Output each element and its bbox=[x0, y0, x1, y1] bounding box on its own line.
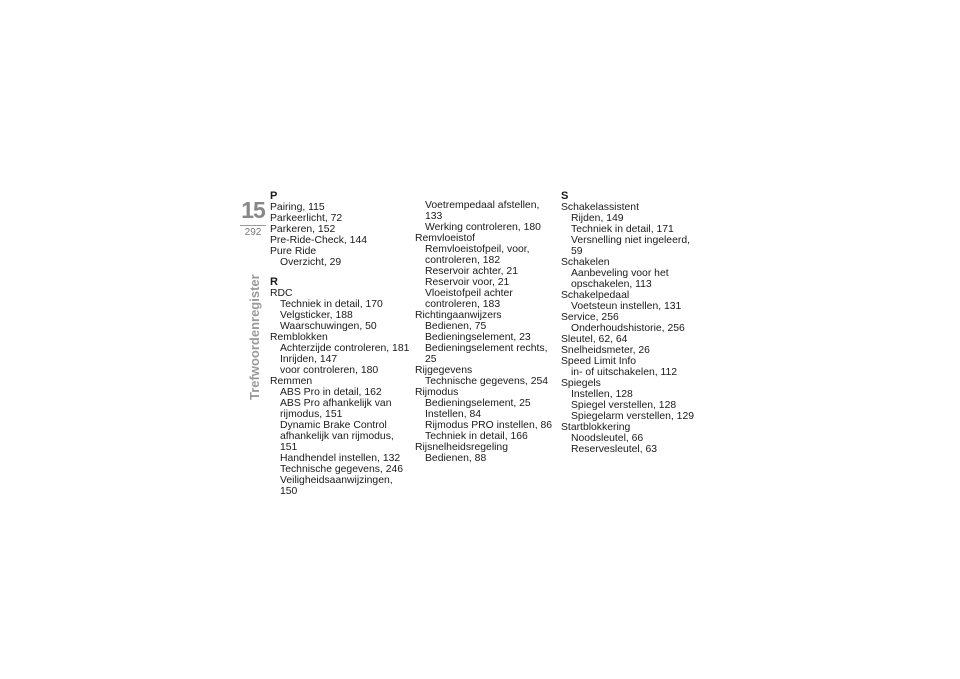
index-column-1 bbox=[270, 191, 410, 497]
index-subentry: Instellen, 128 bbox=[571, 389, 633, 400]
index-subentry: Velgsticker, 188 bbox=[280, 310, 353, 321]
index-subentry: Technische gegevens, 254 bbox=[425, 376, 549, 387]
index-entry: Schakelpedaal bbox=[561, 290, 630, 301]
index-subentry: Vloeistofpeil achter bbox=[425, 288, 513, 299]
index-subentry: Reservoir voor, 21 bbox=[425, 277, 510, 288]
index-subentry: controleren, 182 bbox=[425, 255, 501, 266]
index-subentry: Versnelling niet ingeleerd, 59 bbox=[571, 235, 690, 257]
index-subentry: Handhendel instellen, 132 bbox=[280, 453, 401, 464]
index-entry: Rijmodus bbox=[415, 387, 459, 398]
index-subentry: Reservoir achter, 21 bbox=[425, 266, 518, 277]
index-column-3 bbox=[561, 191, 701, 455]
index-entry: Service, 256 bbox=[561, 312, 619, 323]
index-subentry: opschakelen, 113 bbox=[571, 279, 652, 290]
index-letter-r: R bbox=[270, 276, 278, 288]
index-subentry: Remvloeistofpeil, voor, bbox=[425, 244, 530, 255]
index-subentry: Voetrempedaal afstellen, 133 bbox=[425, 200, 540, 222]
index-subentry: in- of uitschakelen, 112 bbox=[571, 367, 678, 378]
index-subentry: controleren, 183 bbox=[425, 299, 501, 310]
index-entry: Richtingaanwijzers bbox=[415, 310, 502, 321]
page-number: 292 bbox=[240, 225, 266, 238]
index-subentry: Waarschuwingen, 50 bbox=[280, 321, 377, 332]
section-title: Trefwoordenregister bbox=[247, 274, 262, 400]
index-subentry: Inrijden, 147 bbox=[280, 354, 338, 365]
index-subentry: Bedienen, 88 bbox=[425, 453, 487, 464]
index-subentry: Overzicht, 29 bbox=[280, 257, 342, 268]
index-subentry: ABS Pro afhankelijk van bbox=[280, 398, 392, 409]
index-subentry: Technische gegevens, 246 bbox=[280, 464, 404, 475]
index-subentry: Techniek in detail, 166 bbox=[425, 431, 528, 442]
index-entry: Speed Limit Info bbox=[561, 356, 637, 367]
index-subentry: ABS Pro in detail, 162 bbox=[280, 387, 382, 398]
index-entry: Parkeerlicht, 72 bbox=[270, 213, 343, 224]
index-entry: Spiegels bbox=[561, 378, 601, 389]
index-column-2 bbox=[415, 200, 555, 464]
index-subentry: Spiegel verstellen, 128 bbox=[571, 400, 677, 411]
index-entry: RDC bbox=[270, 288, 293, 299]
index-subentry: Aanbeveling voor het bbox=[571, 268, 669, 279]
index-subentry: Onderhoudshistorie, 256 bbox=[571, 323, 685, 334]
index-subentry: Voetsteun instellen, 131 bbox=[571, 301, 682, 312]
index-subentry: Spiegelarm verstellen, 129 bbox=[571, 411, 695, 422]
index-entry: Remmen bbox=[270, 376, 313, 387]
index-subentry: Rijden, 149 bbox=[571, 213, 624, 224]
index-letter-p: P bbox=[270, 190, 278, 202]
index-subentry: Reservesleutel, 63 bbox=[571, 444, 658, 455]
index-letter-s: S bbox=[561, 190, 569, 202]
index-subentry: Bedieningselement, 23 bbox=[425, 332, 531, 343]
index-entry: Sleutel, 62, 64 bbox=[561, 334, 628, 345]
index-entry: Schakelen bbox=[561, 257, 610, 268]
index-subentry: rijmodus, 151 bbox=[280, 409, 343, 420]
index-entry: Remvloeistof bbox=[415, 233, 476, 244]
index-subentry: Achterzijde controleren, 181 bbox=[280, 343, 410, 354]
index-subentry: afhankelijk van rijmodus, 151 bbox=[280, 431, 394, 453]
index-entry: Startblokkering bbox=[561, 422, 631, 433]
index-entry: Pairing, 115 bbox=[270, 202, 325, 213]
chapter-number: 15 bbox=[241, 197, 265, 223]
index-subentry: Veiligheidsaanwijzingen, 150 bbox=[280, 475, 393, 497]
index-subentry: Bedienen, 75 bbox=[425, 321, 487, 332]
index-subentry: Dynamic Brake Control bbox=[280, 420, 387, 431]
index-subentry: Instellen, 84 bbox=[425, 409, 482, 420]
index-subentry: voor controleren, 180 bbox=[280, 365, 379, 376]
index-entry: Pre-Ride-Check, 144 bbox=[270, 235, 368, 246]
index-subentry: Bedieningselement rechts, 25 bbox=[425, 343, 548, 365]
index-subentry: Techniek in detail, 171 bbox=[571, 224, 674, 235]
index-entry: Snelheidsmeter, 26 bbox=[561, 345, 650, 356]
index-subentry: Bedieningselement, 25 bbox=[425, 398, 531, 409]
index-subentry: Noodsleutel, 66 bbox=[571, 433, 644, 444]
index-subentry: Werking controleren, 180 bbox=[425, 222, 541, 233]
index-subentry: Techniek in detail, 170 bbox=[280, 299, 383, 310]
index-entry: Schakelassistent bbox=[561, 202, 639, 213]
index-entry: Parkeren, 152 bbox=[270, 224, 336, 235]
index-entry: Rijgegevens bbox=[415, 365, 473, 376]
index-entry: Remblokken bbox=[270, 332, 328, 343]
index-entry: Pure Ride bbox=[270, 246, 317, 257]
index-subentry: Rijmodus PRO instellen, 86 bbox=[425, 420, 553, 431]
index-entry: Rijsnelheidsregeling bbox=[415, 442, 508, 453]
